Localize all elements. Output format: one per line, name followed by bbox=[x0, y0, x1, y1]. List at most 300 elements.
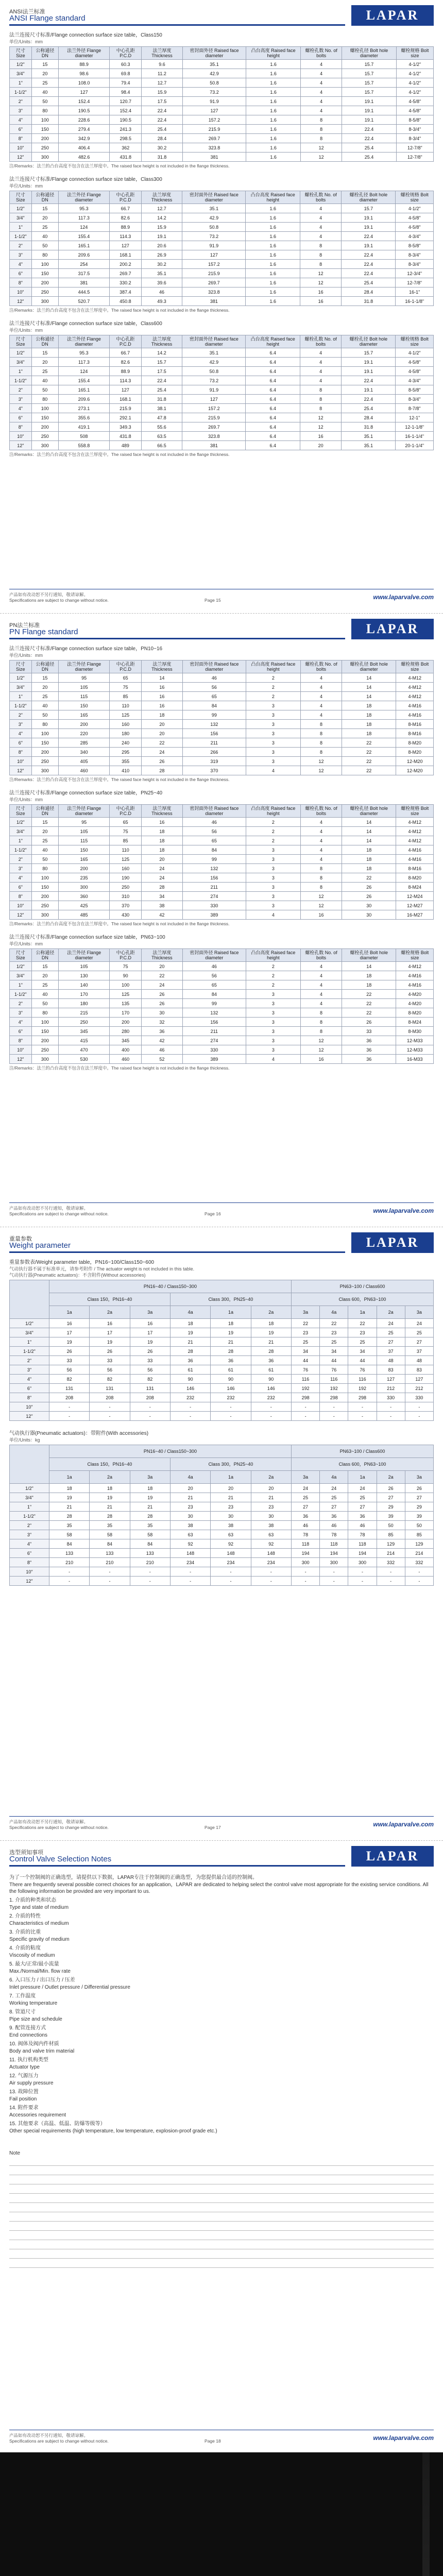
table-cell: - bbox=[320, 1567, 348, 1577]
table-cell: 39.6 bbox=[141, 278, 182, 287]
table-cell: 17.5 bbox=[142, 97, 183, 106]
notes-item: Max./Normal/Min. flow rate bbox=[9, 1969, 71, 1974]
table-cell: 212 bbox=[377, 1384, 405, 1393]
table-cell: 300 bbox=[59, 883, 110, 892]
table-cell: 50 bbox=[377, 1521, 405, 1530]
table-cell: 12-1-1/8" bbox=[396, 422, 434, 432]
table-cell: 285 bbox=[59, 738, 110, 748]
table-cell: 234 bbox=[211, 1558, 251, 1567]
table-cell: 4-1/2" bbox=[396, 78, 433, 88]
website-link[interactable]: www.laparvalve.com bbox=[373, 594, 434, 601]
table-cell: 4" bbox=[10, 1375, 49, 1384]
table-cell: 370 bbox=[110, 901, 142, 910]
table-cell: 105 bbox=[59, 962, 110, 971]
table-cell: 21 bbox=[251, 1337, 291, 1347]
table-header-row bbox=[10, 1445, 434, 1458]
notes-item: 7. 工作温度 bbox=[9, 1993, 36, 1999]
table-cell: - bbox=[90, 1567, 130, 1577]
table-row bbox=[10, 980, 434, 990]
table-cell: 2 bbox=[246, 818, 300, 827]
table-cell: 50 bbox=[31, 999, 58, 1008]
notes-item: Pipe size and schedule bbox=[9, 2016, 62, 2022]
table-cell: 16 bbox=[49, 1319, 89, 1328]
table-cell: 6" bbox=[10, 1384, 49, 1393]
table-cell: - bbox=[251, 1402, 291, 1412]
table-cell: 3/4" bbox=[10, 1328, 49, 1337]
table-cell: 250 bbox=[31, 287, 58, 297]
table-cell: 146 bbox=[170, 1384, 210, 1393]
website-link[interactable]: www.laparvalve.com bbox=[373, 1821, 434, 1828]
table-cell: 23 bbox=[211, 1502, 251, 1512]
table-cell: 76 bbox=[291, 1365, 319, 1375]
table-cell: 4" bbox=[10, 115, 32, 125]
table-cell: 4 bbox=[300, 358, 342, 367]
pn-table-section bbox=[9, 646, 434, 1071]
table-cell: 194 bbox=[291, 1549, 319, 1558]
table-cell: 3/4" bbox=[10, 358, 32, 367]
table-cell: 8-M16 bbox=[396, 720, 434, 729]
table-cell: 25 bbox=[291, 1493, 319, 1502]
table-cell: 8 bbox=[301, 134, 342, 143]
table-cell: 12-M24 bbox=[396, 892, 434, 901]
table-cell: 24 bbox=[405, 1319, 433, 1328]
flange-table bbox=[9, 660, 434, 775]
table-cell: 273.1 bbox=[58, 404, 109, 413]
column-header: PN63~100 / Class600 bbox=[291, 1445, 433, 1458]
table-cell: 4 bbox=[300, 692, 342, 701]
table-cell: 25 bbox=[320, 1493, 348, 1502]
table-row bbox=[10, 1530, 434, 1539]
table-cell: 156 bbox=[182, 729, 246, 738]
table-cell: 8-7/8" bbox=[396, 404, 434, 413]
column-header: 尺寸 Size bbox=[10, 805, 32, 818]
table-cell: 50 bbox=[405, 1521, 433, 1530]
table-cell: 29 bbox=[377, 1502, 405, 1512]
flange-table-block bbox=[9, 934, 434, 1071]
table-cell: 4 bbox=[246, 910, 300, 920]
table-cell: 300 bbox=[291, 1558, 319, 1567]
column-header: 法兰外径 Flange diameter bbox=[59, 660, 110, 673]
table-cell: 8" bbox=[10, 1036, 32, 1045]
table-row bbox=[10, 1045, 434, 1055]
table-cell: 269.7 bbox=[109, 269, 141, 278]
table-cell: 250 bbox=[31, 143, 58, 152]
table-cell: - bbox=[405, 1577, 433, 1586]
table-cell: 12 bbox=[301, 152, 342, 162]
table-cell: 1-1/2" bbox=[10, 1512, 49, 1521]
table-cell: 58 bbox=[49, 1530, 89, 1539]
table-cell: 1-1/2" bbox=[10, 88, 32, 97]
note-line bbox=[9, 2202, 434, 2203]
table-cell: 1.6 bbox=[246, 241, 300, 250]
table-cell: 208 bbox=[130, 1393, 170, 1402]
table-cell: 26 bbox=[342, 892, 396, 901]
table-cell: 76 bbox=[348, 1365, 377, 1375]
table-cell: 2 bbox=[246, 971, 300, 980]
table-cell: 234 bbox=[170, 1558, 210, 1567]
table-cell: 24 bbox=[142, 864, 183, 873]
table-cell: 16 bbox=[142, 683, 183, 692]
table-row bbox=[10, 990, 434, 999]
table-cell: 18 bbox=[342, 855, 396, 864]
table-cell: 4-3/4" bbox=[396, 376, 434, 385]
table-cell: 26 bbox=[142, 999, 183, 1008]
table-cell: 28 bbox=[142, 766, 183, 775]
table-cell: 8-5/8" bbox=[396, 115, 433, 125]
table-cell: 4 bbox=[300, 855, 342, 864]
table-cell: 20 bbox=[31, 683, 58, 692]
table-cell: 485 bbox=[59, 910, 110, 920]
table-cell: 155.4 bbox=[58, 376, 109, 385]
table-cell: 192 bbox=[320, 1384, 348, 1393]
notes-item: 11. 执行机构类型 bbox=[9, 2057, 48, 2063]
table-cell: 4-1/2" bbox=[396, 88, 433, 97]
table-cell: 2 bbox=[246, 980, 300, 990]
table-cell: 50.8 bbox=[182, 367, 246, 376]
table-row bbox=[10, 287, 434, 297]
table-cell: 18 bbox=[142, 845, 183, 855]
table-cell: 298 bbox=[291, 1393, 319, 1402]
table-cell: 20 bbox=[31, 971, 58, 980]
page-number: Page 18 bbox=[205, 2438, 221, 2444]
table-cell: 30 bbox=[170, 1512, 210, 1521]
table-cell: 450.8 bbox=[109, 297, 141, 306]
table-cell: 65 bbox=[110, 673, 142, 683]
table-cell: 20 bbox=[300, 441, 342, 450]
table-cell: - bbox=[405, 1402, 433, 1412]
table-cell: 1/2" bbox=[10, 818, 32, 827]
table-row bbox=[10, 845, 434, 855]
table-cell: 1.6 bbox=[246, 69, 301, 78]
table-cell: 118 bbox=[291, 1539, 319, 1549]
table-cell: 200 bbox=[31, 748, 58, 757]
table-cell: 410 bbox=[110, 766, 142, 775]
table-cell: 8 bbox=[300, 748, 342, 757]
table-cell: 508 bbox=[58, 432, 109, 441]
table-cell: 8-M20 bbox=[396, 748, 434, 757]
table-cell: - bbox=[320, 1402, 348, 1412]
table-cell: 11.2 bbox=[142, 69, 183, 78]
table-cell: 148 bbox=[170, 1549, 210, 1558]
table-cell: 116 bbox=[291, 1375, 319, 1384]
table-cell: 274 bbox=[182, 1036, 246, 1045]
table-cell: 42.9 bbox=[182, 213, 246, 223]
table-row bbox=[10, 1539, 434, 1549]
table-cell: 1/2" bbox=[10, 60, 32, 69]
table-cell: 19 bbox=[49, 1493, 89, 1502]
table-cell: 8 bbox=[300, 1027, 342, 1036]
table-cell: 3 bbox=[246, 892, 300, 901]
table-cell: 150 bbox=[31, 413, 58, 422]
table-cell: 56 bbox=[90, 1365, 130, 1375]
table-cell: 127 bbox=[405, 1375, 433, 1384]
table-cell: 12 bbox=[300, 422, 342, 432]
table-cell: 12" bbox=[10, 152, 32, 162]
table-cell: 95 bbox=[59, 818, 110, 827]
table-sub: 气动执行器不属于标准单元，请参考附件 / The actuator weight is not included in this table. bbox=[9, 1266, 195, 1272]
table-row bbox=[10, 836, 434, 845]
table-cell: 10" bbox=[10, 1045, 32, 1055]
table-cell: 300 bbox=[31, 766, 58, 775]
table-cell: 48 bbox=[377, 1356, 405, 1365]
table-cell: 220 bbox=[59, 729, 110, 738]
notes-item: End connections bbox=[9, 2032, 47, 2038]
table-cell: 78 bbox=[291, 1530, 319, 1539]
column-header: 螺栓规格 Bolt size bbox=[396, 805, 434, 818]
table-cell: 50 bbox=[31, 241, 58, 250]
table-cell: 6.4 bbox=[246, 385, 300, 395]
table-cell: 3 bbox=[246, 864, 300, 873]
table-cell: 16-1-1/8" bbox=[396, 297, 434, 306]
table-cell: 300 bbox=[320, 1558, 348, 1567]
table-cell: 3 bbox=[246, 710, 300, 720]
table-row bbox=[10, 223, 434, 232]
table-cell: 6" bbox=[10, 413, 32, 422]
table-cell: 4 bbox=[301, 60, 342, 69]
table-cell: 8-M16 bbox=[396, 864, 434, 873]
table-cell: 30 bbox=[142, 1008, 183, 1018]
table-cell: 2 bbox=[246, 683, 300, 692]
table-cell: 3 bbox=[246, 748, 300, 757]
table-cell: 3 bbox=[246, 1027, 300, 1036]
table-row bbox=[10, 901, 434, 910]
table-row bbox=[10, 125, 434, 134]
table-cell: 28 bbox=[170, 1347, 210, 1356]
table-note: 注/Remarks：法兰的凸台高度不包含在法兰厚度中。The raised face height is not included in the flange thickness. bbox=[9, 1065, 230, 1071]
table-cell: - bbox=[377, 1402, 405, 1412]
table-cell: 50 bbox=[31, 710, 58, 720]
table-header-row bbox=[10, 1306, 434, 1319]
table-cell: 26 bbox=[49, 1347, 89, 1356]
table-cell: 323.8 bbox=[182, 143, 246, 152]
table-cell: 4 bbox=[300, 845, 342, 855]
selection-notes-page bbox=[0, 1841, 443, 2454]
table-cell: 1/2" bbox=[10, 1484, 49, 1493]
table-cell: 530 bbox=[59, 1055, 110, 1064]
table-cell: 19.1 bbox=[141, 232, 182, 241]
table-cell: 6" bbox=[10, 883, 32, 892]
table-cell: 209.6 bbox=[58, 250, 109, 260]
table-unit: 单位/Units：mm bbox=[9, 797, 43, 802]
table-cell: 84 bbox=[182, 990, 246, 999]
table-cell: 24 bbox=[320, 1484, 348, 1493]
table-cell: - bbox=[405, 1412, 433, 1421]
table-cell: 4-M12 bbox=[396, 818, 434, 827]
table-row bbox=[10, 69, 434, 78]
table-cell: - bbox=[348, 1412, 377, 1421]
table-cell: 1.6 bbox=[246, 297, 300, 306]
table-cell: 8 bbox=[300, 385, 342, 395]
table-cell: 114.3 bbox=[109, 376, 141, 385]
column-header: 法兰厚度 Thickness bbox=[142, 805, 183, 818]
note-lines bbox=[9, 2165, 434, 2268]
column-header: 密封面外径 Raised face diameter bbox=[182, 335, 246, 348]
table-cell: 4-M12 bbox=[396, 673, 434, 683]
table-cell: - bbox=[405, 1567, 433, 1577]
table-cell: 22 bbox=[342, 873, 396, 883]
table-cell: 34 bbox=[142, 892, 183, 901]
table-row bbox=[10, 367, 434, 376]
table-cell: 3 bbox=[246, 701, 300, 710]
notes-item: 9. 配管连接方式 bbox=[9, 2025, 46, 2031]
notes-item: 4. 介质的粘度 bbox=[9, 1945, 41, 1951]
table-cell: 22.4 bbox=[342, 134, 396, 143]
flange-table bbox=[9, 46, 434, 162]
table-cell: 16 bbox=[300, 1055, 342, 1064]
lapar-logo: LAPAR bbox=[351, 619, 434, 639]
table-row bbox=[10, 1347, 434, 1356]
table-cell: 88.9 bbox=[109, 223, 141, 232]
table-cell: 15 bbox=[31, 204, 58, 213]
table-cell: 160 bbox=[110, 720, 142, 729]
table-cell: 73.2 bbox=[182, 376, 246, 385]
table-cell: 84 bbox=[49, 1539, 89, 1549]
table-cell: 35.1 bbox=[182, 204, 246, 213]
table-unit: 单位/Units：mm bbox=[9, 653, 43, 658]
lapar-logo: LAPAR bbox=[351, 5, 434, 26]
table-cell: 1-1/2" bbox=[10, 701, 32, 710]
table-row bbox=[10, 1036, 434, 1045]
table-cell: 85 bbox=[110, 836, 142, 845]
table-cell: 8 bbox=[300, 738, 342, 748]
table-cell: 50 bbox=[31, 855, 58, 864]
table-cell: 15 bbox=[31, 348, 58, 358]
table-cell: 132 bbox=[182, 720, 246, 729]
table-row bbox=[10, 78, 434, 88]
table-cell: 46 bbox=[182, 818, 246, 827]
table-cell: 105 bbox=[59, 827, 110, 836]
table-cell: 300 bbox=[31, 297, 58, 306]
table-cell: 8-3/4" bbox=[396, 134, 433, 143]
weight-table bbox=[9, 1445, 434, 1586]
table-cell: 210 bbox=[90, 1558, 130, 1567]
column-header: 中心孔距 P.C.D bbox=[109, 335, 141, 348]
table-cell: 330 bbox=[182, 901, 246, 910]
table-cell: 1.6 bbox=[246, 232, 300, 241]
table-cell: 125 bbox=[110, 990, 142, 999]
table-cell: 22.4 bbox=[342, 250, 396, 260]
table-cell: 3" bbox=[10, 106, 32, 115]
column-header: 螺栓孔数 No. of bolts bbox=[301, 47, 342, 60]
table-cell: 298 bbox=[348, 1393, 377, 1402]
table-cell: 234 bbox=[251, 1558, 291, 1567]
website-link[interactable]: www.laparvalve.com bbox=[373, 1207, 434, 1214]
table-cell: 330.2 bbox=[109, 278, 141, 287]
table-cell: 165 bbox=[59, 855, 110, 864]
table-cell: 25 bbox=[348, 1337, 377, 1347]
intro-cn: 为了一个控制阀的正确选型，请提供以下数据，LAPAR专注于控制阀的正确选型，为您提供最合适的控制阀。 bbox=[9, 1875, 258, 1880]
column-header: 凸台高度 Raised face height bbox=[246, 191, 300, 204]
table-cell: 157.2 bbox=[182, 404, 246, 413]
table-cell: 91.9 bbox=[182, 385, 246, 395]
table-cell: 84 bbox=[90, 1539, 130, 1549]
table-cell: 4 bbox=[301, 69, 342, 78]
table-cell: 56 bbox=[182, 683, 246, 692]
table-cell: - bbox=[170, 1402, 210, 1412]
table-cell: 46 bbox=[142, 1045, 183, 1055]
table-note: 注/Remarks：法兰的凸台高度不包含在法兰厚度中。The raised face height is not included in the flange thickness. bbox=[9, 452, 230, 457]
notes-item: 5. 最大/正常/最小流量 bbox=[9, 1961, 59, 1967]
table-cell: 150 bbox=[31, 883, 58, 892]
table-cell: 4-5/8" bbox=[396, 223, 434, 232]
table-cell: 279.4 bbox=[59, 125, 110, 134]
table-row bbox=[10, 710, 434, 720]
table-cell: 30.2 bbox=[142, 143, 183, 152]
column-header: 法兰外径 Flange diameter bbox=[58, 191, 109, 204]
website-link[interactable]: www.laparvalve.com bbox=[373, 2434, 434, 2442]
table-cell: 2" bbox=[10, 385, 32, 395]
table-cell: 10" bbox=[10, 287, 32, 297]
table-cell: 35.1 bbox=[182, 348, 246, 358]
table-note: 注/Remarks：法兰的凸台高度不包含在法兰厚度中。The raised face height is not included in the flange thickness. bbox=[9, 777, 230, 782]
table-cell: 1-1/2" bbox=[10, 845, 32, 855]
column-header: 密封面外径 Raised face diameter bbox=[182, 47, 246, 60]
table-cell: 1.6 bbox=[246, 152, 301, 162]
table-cell: 150 bbox=[59, 701, 110, 710]
table-cell: 34 bbox=[348, 1347, 377, 1356]
table-row bbox=[10, 348, 434, 358]
table-cell: 18 bbox=[342, 971, 396, 980]
table-cell: 100 bbox=[31, 404, 58, 413]
table-row bbox=[10, 1337, 434, 1347]
table-cell: 19.1 bbox=[342, 223, 396, 232]
table-cell: 4-M20 bbox=[396, 999, 434, 1008]
table-row bbox=[10, 260, 434, 269]
table-cell: 12-7/8" bbox=[396, 278, 434, 287]
table-cell: 18 bbox=[342, 729, 396, 738]
column-header: 4a bbox=[170, 1306, 210, 1319]
table-cell: 4-5/8" bbox=[396, 213, 434, 223]
table-cell: 4-M16 bbox=[396, 710, 434, 720]
table-cell: 31.8 bbox=[342, 297, 396, 306]
table-cell: 90 bbox=[251, 1375, 291, 1384]
table-cell: 362 bbox=[110, 143, 142, 152]
table-row bbox=[10, 738, 434, 748]
column-header: 螺栓规格 Bolt size bbox=[396, 949, 434, 962]
table-cell: 4 bbox=[300, 204, 342, 213]
table-cell: 4 bbox=[300, 376, 342, 385]
table-row bbox=[10, 404, 434, 413]
notes-item: 14. 附件要求 bbox=[9, 2105, 39, 2111]
page-title-cn: 选型须知事项 bbox=[9, 1850, 43, 1856]
table-cell: 90 bbox=[110, 971, 142, 980]
table-cell: 2" bbox=[10, 97, 32, 106]
table-cell: 22 bbox=[342, 748, 396, 757]
page-footer bbox=[9, 2430, 434, 2446]
table-cell: 19.1 bbox=[342, 241, 396, 250]
column-header: 中心孔距 P.C.D bbox=[109, 191, 141, 204]
table-cell: 42 bbox=[142, 1036, 183, 1045]
table-cell: 269.7 bbox=[182, 134, 246, 143]
table-cell: 4-M16 bbox=[396, 971, 434, 980]
table-cell: 310 bbox=[110, 892, 142, 901]
table-cell: 215.9 bbox=[182, 413, 246, 422]
table-cell: 63 bbox=[251, 1530, 291, 1539]
table-cell: 3 bbox=[246, 1008, 300, 1018]
column-header: 尺寸 Size bbox=[10, 949, 32, 962]
table-cell: 33 bbox=[342, 1027, 396, 1036]
back-cover bbox=[0, 2452, 443, 2576]
table-caption: 重量参数表/Weight parameter table，PN16~100/Class150~600 bbox=[9, 1260, 155, 1265]
table-row bbox=[10, 1319, 434, 1328]
table-cell: 100 bbox=[31, 260, 58, 269]
table-cell: 360 bbox=[59, 892, 110, 901]
table-cell: 250 bbox=[59, 1018, 110, 1027]
table-cell: 1-1/2" bbox=[10, 376, 32, 385]
table-cell: 1/2" bbox=[10, 673, 32, 683]
table-cell: 19 bbox=[251, 1328, 291, 1337]
table-row bbox=[10, 748, 434, 757]
